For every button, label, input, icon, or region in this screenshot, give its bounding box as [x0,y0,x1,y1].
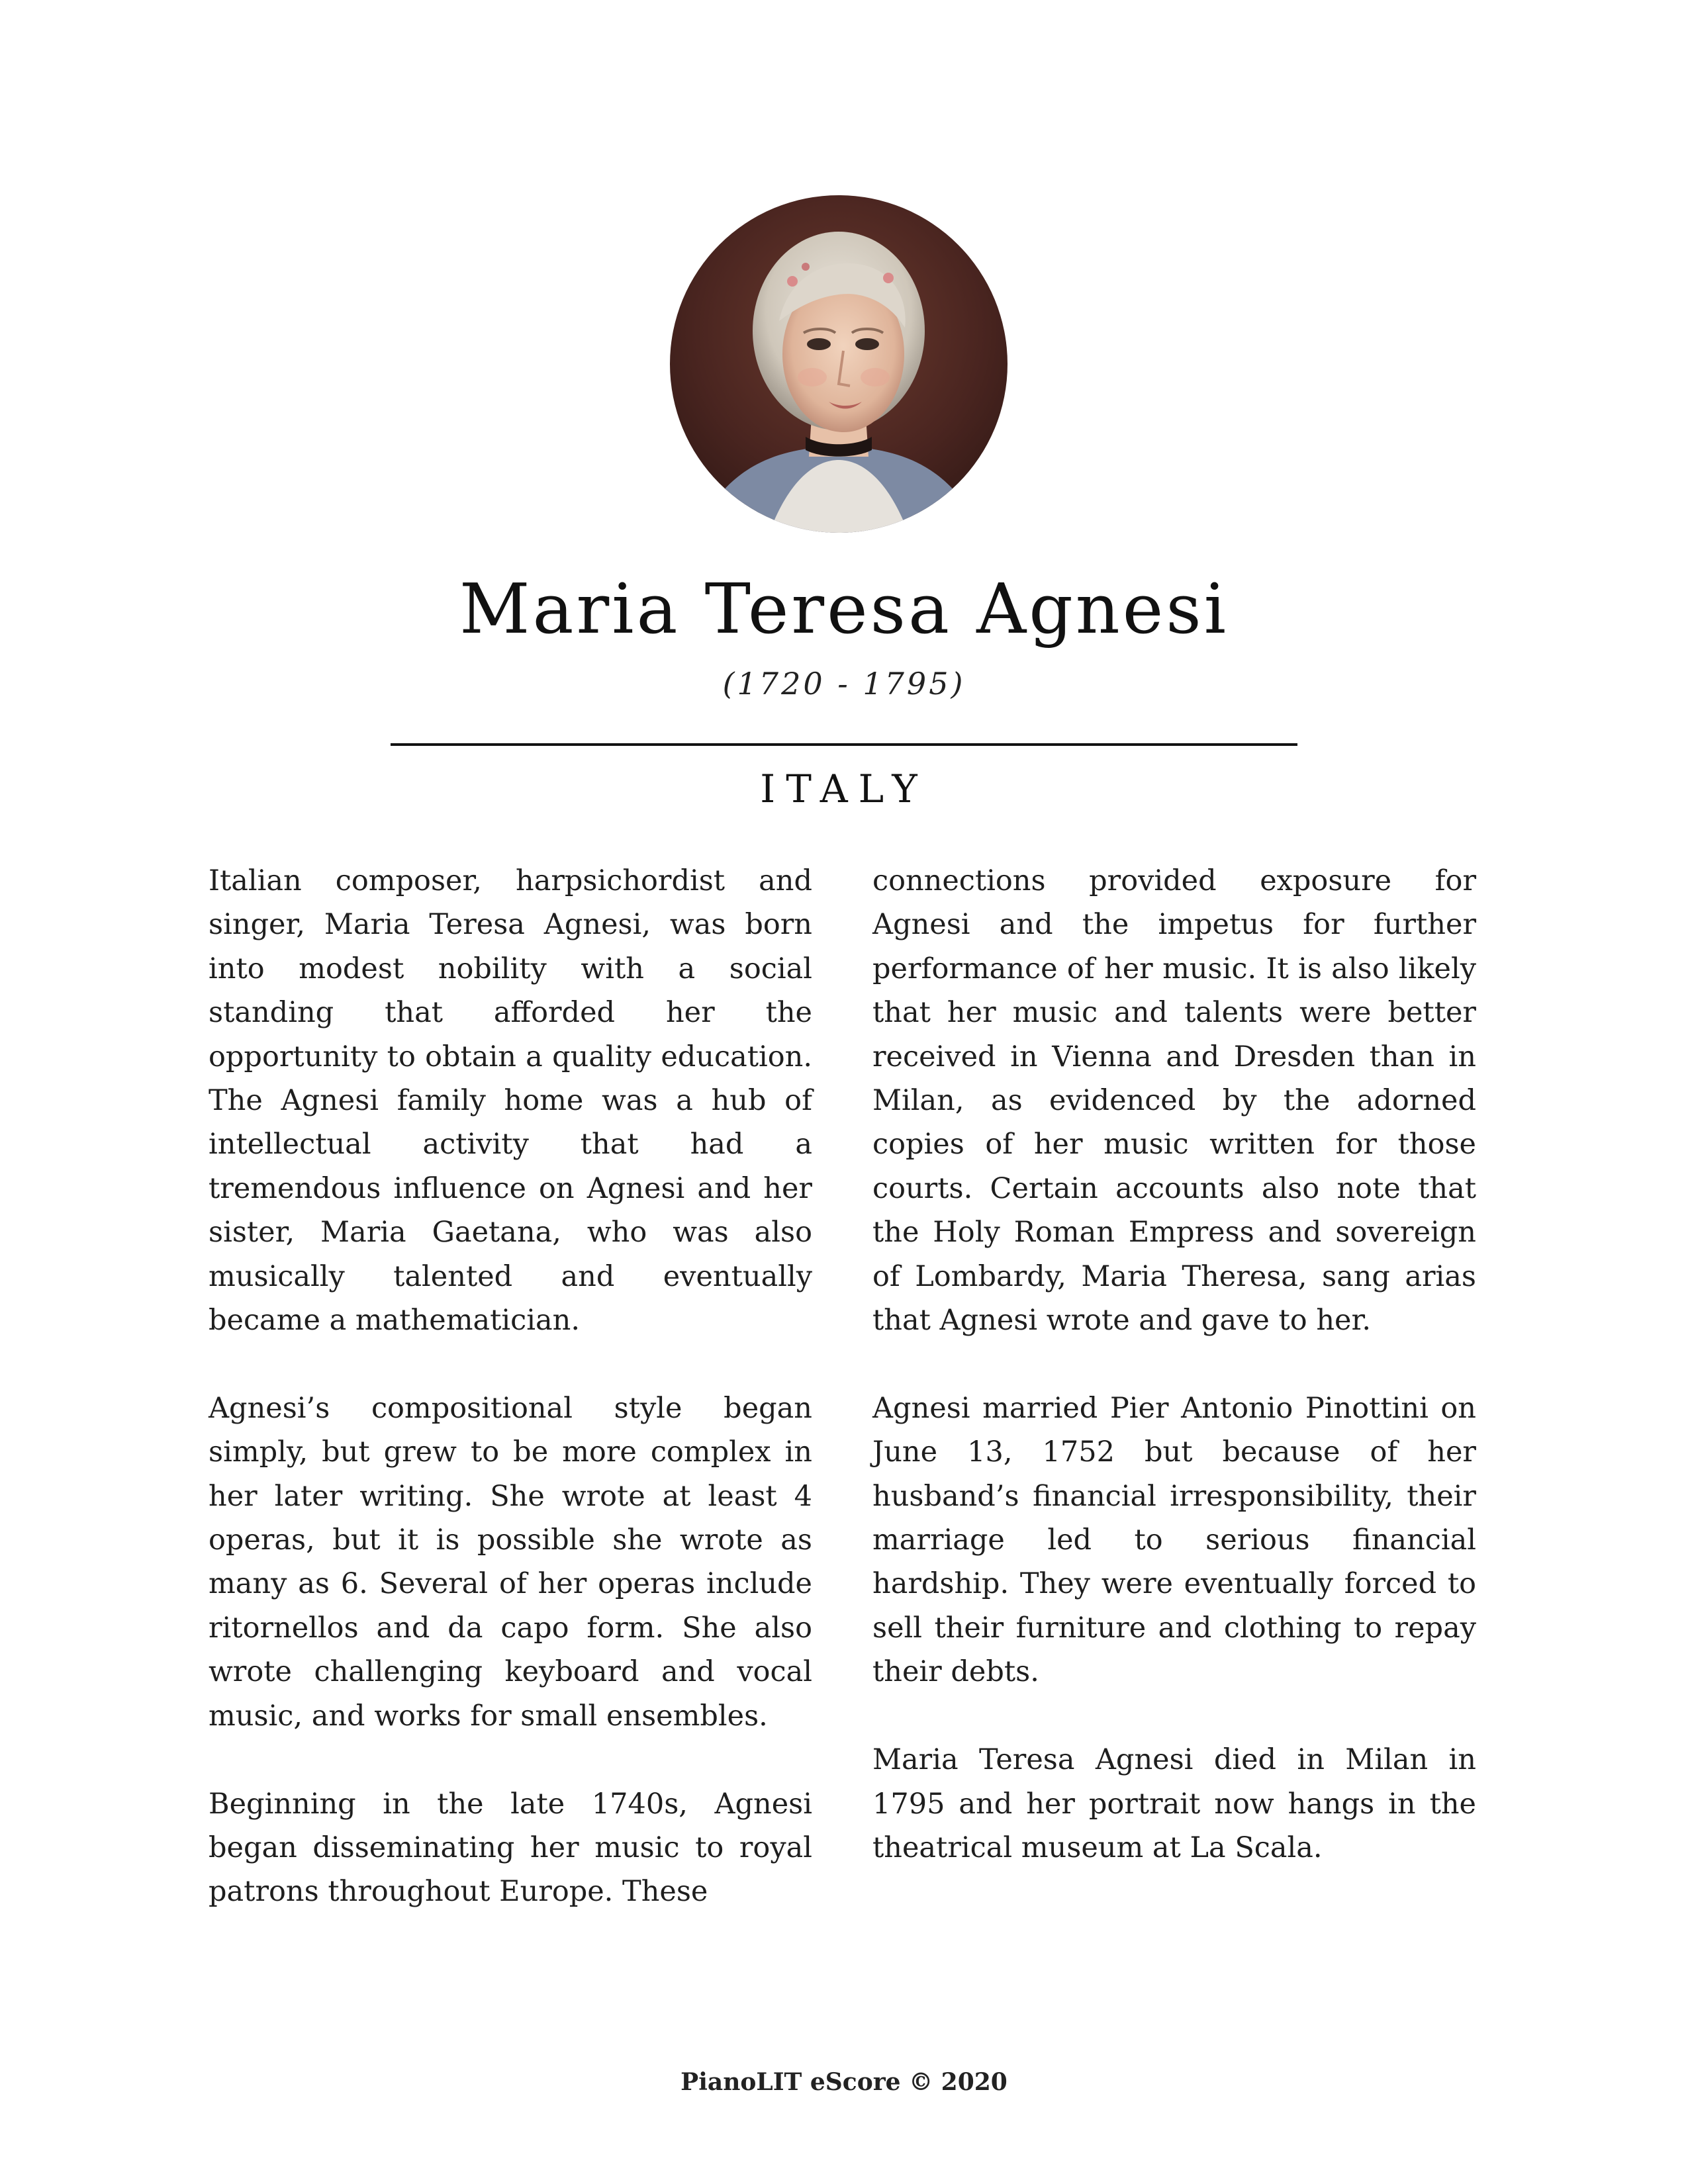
biography-paragraph: Agnesi married Pier Antonio Pinottini on June 13, 1752 but because of her husband’s financial irresponsibility, their marriage led to serious financial hardship. They were eventually forced to sell their furniture and clothing to repay their debts. [872,1391,1476,1689]
biography-paragraph: Italian composer, harpsichordist and singer, Maria Teresa Agnesi, was born into modest nobility with a social standing that afforded her the opportunity to obtain a quality education. The Agnesi family home was a hub of intellectual activity that had a tremendous influence on Agnesi and her sister, Maria Gaetana, who was also musically talented and eventually became a mathematician. [209,864,812,1338]
portrait-image [670,195,1008,533]
life-dates: (1720 - 1795) [722,666,966,702]
composer-portrait [670,195,1008,533]
country-label: ITALY [760,766,928,811]
composer-name: Maria Teresa Agnesi [459,569,1229,649]
biography-left-column [209,859,812,1958]
biography-right-column [872,859,1476,1914]
biography-paragraph: Beginning in the late 1740s, Agnesi began disseminating her music to royal patrons throughout Europe. These [209,1787,812,1909]
copyright-footer: PianoLIT eScore © 2020 [680,2068,1008,2096]
biography-paragraph: Agnesi’s compositional style began simply, but grew to be more complex in her later writing. She wrote at least 4 operas, but it is possible she wrote as many as 6. Several of her operas include ritornellos and da capo form. She also wrote challenging keyboard and vocal music, and works for small ensembles. [209,1391,812,1733]
biography-paragraph: Maria Teresa Agnesi died in Milan in 1795 and her portrait now hangs in the theatrical museum at La Scala. [872,1743,1476,1864]
biography-paragraph: connections provided exposure for Agnesi and the impetus for further performance of her music. It is also likely that her music and talents were better received in Vienna and Dresden than in Milan, as evidenced by the adorned copies of her music written for those courts. Certain accounts also note that the Holy Roman Empress and sovereign of Lombardy, Maria Theresa, sang arias that Agnesi wrote and gave to her. [872,864,1476,1338]
title-divider [391,743,1297,746]
